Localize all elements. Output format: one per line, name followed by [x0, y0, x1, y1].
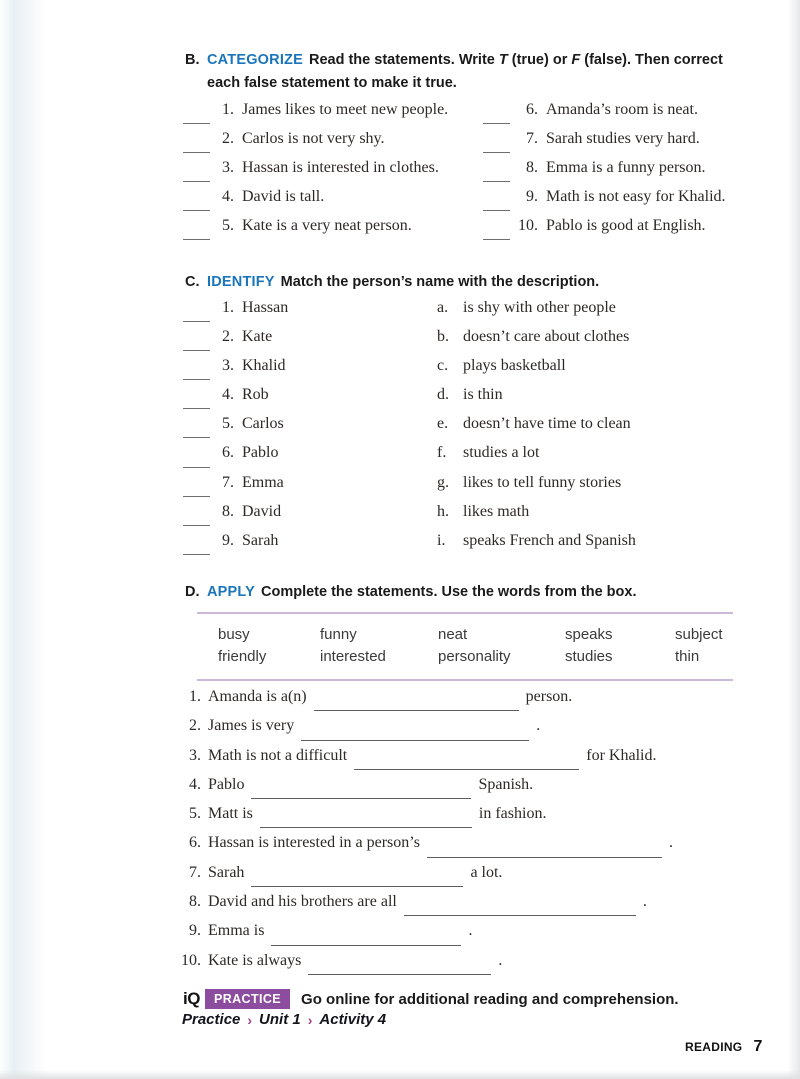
item-number: 3.	[222, 159, 234, 177]
description-text: plays basketball	[463, 357, 566, 375]
item-number: 9.	[526, 188, 538, 206]
section-c-keyword: IDENTIFY	[207, 274, 275, 290]
item-number: 2.	[222, 328, 234, 346]
item-text: Hassan	[242, 299, 289, 316]
statement-row	[177, 922, 767, 951]
section-b-keyword: CATEGORIZE	[207, 52, 303, 68]
true-false-list	[183, 101, 783, 246]
tf-column-right	[483, 101, 783, 246]
statement-pre-text: Matt is	[208, 805, 253, 823]
tf-item	[483, 188, 783, 217]
answer-blank	[183, 181, 210, 182]
answer-blank	[483, 210, 510, 211]
section-c-header	[185, 271, 742, 294]
statement-row	[177, 776, 767, 805]
chevron-right-icon: ›	[247, 1011, 253, 1028]
answer-blank	[404, 915, 636, 916]
tf-item	[183, 188, 483, 217]
answer-blank	[260, 827, 472, 828]
instruction-text: (false). Then correct each false statement to make it true.	[207, 52, 723, 91]
answer-blank	[183, 525, 210, 526]
item-number: 2.	[222, 130, 234, 148]
item-number: 1.	[222, 299, 234, 316]
statement-post-text: .	[536, 717, 541, 735]
item-text: Kate is a very neat person.	[242, 217, 412, 235]
description-text: likes math	[463, 502, 530, 520]
description-text: is shy with other people	[463, 299, 616, 316]
word-box-word: speaks	[565, 626, 613, 643]
answer-blank	[483, 123, 510, 124]
statement-row	[177, 688, 767, 717]
word-box-row-1	[197, 624, 733, 646]
match-description	[437, 357, 566, 386]
section-b-instruction	[207, 49, 742, 95]
answer-blank	[251, 798, 471, 799]
statement-row	[177, 952, 767, 981]
description-letter: h.	[437, 502, 449, 520]
word-box-word: thin	[675, 648, 700, 665]
description-text: studies a lot	[463, 444, 540, 462]
description-text: speaks French and Spanish	[463, 531, 636, 549]
match-description	[437, 444, 539, 473]
description-letter: f.	[437, 444, 447, 462]
answer-blank	[301, 740, 529, 741]
statement-post-text: for Khalid.	[586, 746, 657, 764]
statement-pre-text: Math is not a difficult	[208, 746, 348, 764]
item-text: Kate	[242, 328, 273, 346]
page-edge-shadow-left	[0, 0, 48, 1079]
answer-blank	[183, 210, 210, 211]
word-box-word: studies	[565, 648, 613, 665]
footer-page-number: 7	[753, 1038, 763, 1055]
match-name	[183, 532, 437, 561]
answer-blank	[183, 321, 210, 322]
breadcrumb-item: Practice	[182, 1011, 241, 1028]
description-letter: g.	[437, 473, 449, 491]
answer-blank	[271, 945, 461, 946]
word-box	[197, 612, 733, 681]
item-text: Khalid	[242, 357, 286, 375]
answer-blank	[183, 467, 210, 468]
match-name	[183, 415, 437, 444]
statement-post-text: person.	[525, 688, 573, 705]
match-name	[183, 357, 437, 386]
italic-t: T	[498, 52, 508, 68]
match-description	[437, 415, 631, 444]
answer-blank	[183, 496, 210, 497]
match-row	[183, 328, 753, 357]
statement-post-text: Spanish.	[478, 775, 534, 793]
section-d-instruction	[207, 581, 742, 604]
item-number: 5.	[222, 217, 234, 235]
statement-number: 6.	[189, 834, 201, 852]
match-description	[437, 386, 503, 415]
statement-post-text: .	[498, 951, 503, 969]
practice-badge: PRACTICE	[205, 989, 290, 1009]
item-number: 10.	[518, 217, 538, 235]
item-number: 3.	[222, 357, 234, 375]
tf-item	[183, 130, 483, 159]
statement-row	[177, 893, 767, 922]
section-d-keyword: APPLY	[207, 584, 256, 600]
practice-breadcrumb	[182, 1011, 386, 1028]
item-number: 4.	[222, 188, 234, 206]
word-box-word: subject	[675, 626, 723, 643]
match-name	[183, 328, 437, 357]
statement-pre-text: Pablo	[208, 775, 245, 793]
item-number: 5.	[222, 415, 234, 433]
answer-blank	[183, 408, 210, 409]
description-letter: a.	[437, 299, 449, 316]
match-row	[183, 503, 753, 532]
statement-number: 4.	[189, 775, 201, 793]
statement-post-text: in fashion.	[478, 805, 547, 823]
page-edge-shadow-bottom	[0, 1070, 800, 1079]
item-number: 8.	[526, 159, 538, 177]
match-row	[183, 299, 753, 328]
description-text: likes to tell funny stories	[463, 473, 622, 491]
description-text: doesn’t have time to clean	[463, 415, 631, 433]
match-description	[437, 474, 621, 503]
statement-row	[177, 834, 767, 863]
item-text: Pablo	[242, 444, 279, 462]
statement-pre-text: Amanda is a(n)	[208, 688, 307, 705]
footer-section-label: READING	[685, 1040, 743, 1054]
iq-logo: iQ	[183, 989, 200, 1008]
answer-blank	[183, 239, 210, 240]
match-name	[183, 299, 437, 328]
section-d-letter: D.	[185, 584, 200, 600]
statement-pre-text: Hassan is interested in a person’s	[208, 834, 420, 852]
answer-blank	[183, 554, 210, 555]
matching-list	[183, 299, 753, 561]
statement-row	[177, 717, 767, 746]
statement-row	[177, 864, 767, 893]
tf-column-left	[183, 101, 483, 246]
instruction-text: Read the statements. Write	[308, 52, 499, 68]
match-name	[183, 503, 437, 532]
match-name	[183, 386, 437, 415]
match-name	[183, 474, 437, 503]
statement-post-text: a lot.	[470, 863, 503, 881]
statement-row	[177, 805, 767, 834]
statement-post-text: .	[468, 922, 473, 940]
statement-post-text: .	[642, 893, 647, 911]
statement-pre-text: Emma is	[208, 922, 265, 940]
item-text: Carlos is not very shy.	[242, 130, 385, 148]
item-text: David	[242, 502, 282, 520]
description-letter: i.	[437, 531, 446, 549]
tf-item	[483, 101, 783, 130]
word-box-word: friendly	[218, 648, 267, 665]
statement-pre-text: Sarah	[208, 863, 245, 881]
match-name	[183, 444, 437, 473]
answer-blank	[251, 886, 463, 887]
statement-pre-text: David and his brothers are all	[208, 893, 397, 911]
answer-blank	[183, 350, 210, 351]
item-text: Emma is a funny person.	[546, 159, 706, 177]
italic-f: F	[571, 52, 581, 68]
answer-blank	[354, 769, 579, 770]
statement-number: 1.	[189, 688, 201, 705]
statement-number: 2.	[189, 717, 201, 735]
item-text: David is tall.	[242, 188, 325, 206]
answer-blank	[183, 379, 210, 380]
breadcrumb-item: Unit 1	[259, 1011, 301, 1028]
description-letter: c.	[437, 357, 449, 375]
statement-number: 7.	[189, 863, 201, 881]
match-row	[183, 444, 753, 473]
tf-item	[183, 217, 483, 246]
item-number: 6.	[526, 101, 538, 118]
page-edge-shadow-right	[786, 0, 800, 1079]
item-text: Hassan is interested in clothes.	[242, 159, 439, 177]
word-box-row-2	[197, 646, 733, 668]
statement-number: 3.	[189, 746, 201, 764]
match-row	[183, 386, 753, 415]
word-box-word: funny	[320, 626, 357, 643]
section-c-instruction	[207, 271, 742, 294]
item-text: Amanda’s room is neat.	[546, 101, 698, 118]
item-text: James likes to meet new people.	[242, 101, 449, 118]
section-d-header	[185, 581, 742, 604]
answer-blank	[483, 239, 510, 240]
statement-list	[177, 688, 767, 981]
item-number: 1.	[222, 101, 234, 118]
item-text: Sarah	[242, 531, 279, 549]
breadcrumb-item: Activity 4	[319, 1011, 387, 1028]
answer-blank	[427, 857, 662, 858]
match-description	[437, 532, 636, 561]
description-letter: e.	[437, 415, 449, 433]
item-number: 4.	[222, 386, 234, 404]
match-row	[183, 357, 753, 386]
answer-blank	[308, 974, 491, 975]
statement-number: 8.	[189, 893, 201, 911]
match-description	[437, 328, 629, 357]
word-box-word: busy	[218, 626, 250, 643]
answer-blank	[483, 181, 510, 182]
match-description	[437, 503, 529, 532]
statement-pre-text: James is very	[208, 717, 295, 735]
item-number: 6.	[222, 444, 234, 462]
section-b-letter: B.	[185, 52, 200, 68]
description-letter: b.	[437, 328, 449, 346]
tf-item	[483, 159, 783, 188]
description-text: doesn’t care about clothes	[463, 328, 630, 346]
statement-row	[177, 747, 767, 776]
item-text: Carlos	[242, 415, 284, 433]
match-row	[183, 532, 753, 561]
word-box-word: interested	[320, 648, 386, 665]
answer-blank	[183, 152, 210, 153]
item-number: 9.	[222, 531, 234, 549]
tf-item	[183, 101, 483, 130]
item-text: Emma	[242, 473, 284, 491]
item-text: Pablo is good at English.	[546, 217, 706, 235]
item-text: Math is not easy for Khalid.	[546, 188, 726, 206]
iq-practice-line	[183, 989, 679, 1009]
answer-blank	[314, 710, 519, 711]
statement-number: 5.	[189, 805, 201, 823]
item-number: 8.	[222, 502, 234, 520]
tf-item	[483, 130, 783, 159]
tf-item	[183, 159, 483, 188]
section-b-header	[185, 49, 742, 95]
match-row	[183, 415, 753, 444]
section-c-letter: C.	[185, 274, 200, 290]
match-description	[437, 299, 616, 328]
match-row	[183, 474, 753, 503]
instruction-text: Match the person’s name with the description.	[280, 274, 600, 290]
statement-number: 10.	[181, 951, 201, 969]
statement-pre-text: Kate is always	[208, 951, 302, 969]
chevron-right-icon: ›	[307, 1011, 313, 1028]
instruction-text: Complete the statements. Use the words from the box.	[261, 584, 637, 600]
item-number: 7.	[526, 130, 538, 148]
page-footer	[685, 1038, 762, 1056]
item-text: Rob	[242, 386, 269, 404]
item-text: Sarah studies very hard.	[546, 130, 700, 148]
answer-blank	[183, 437, 210, 438]
answer-blank	[483, 152, 510, 153]
word-box-word: personality	[438, 648, 511, 665]
statement-post-text: .	[668, 834, 673, 852]
answer-blank	[183, 123, 210, 124]
word-box-word: neat	[438, 626, 468, 643]
description-text: is thin	[463, 386, 503, 404]
item-number: 7.	[222, 473, 234, 491]
practice-text: Go online for additional reading and comprehension.	[301, 990, 679, 1008]
description-letter: d.	[437, 386, 449, 404]
instruction-text: (true) or	[507, 52, 572, 68]
tf-item	[483, 217, 783, 246]
statement-number: 9.	[189, 922, 201, 940]
